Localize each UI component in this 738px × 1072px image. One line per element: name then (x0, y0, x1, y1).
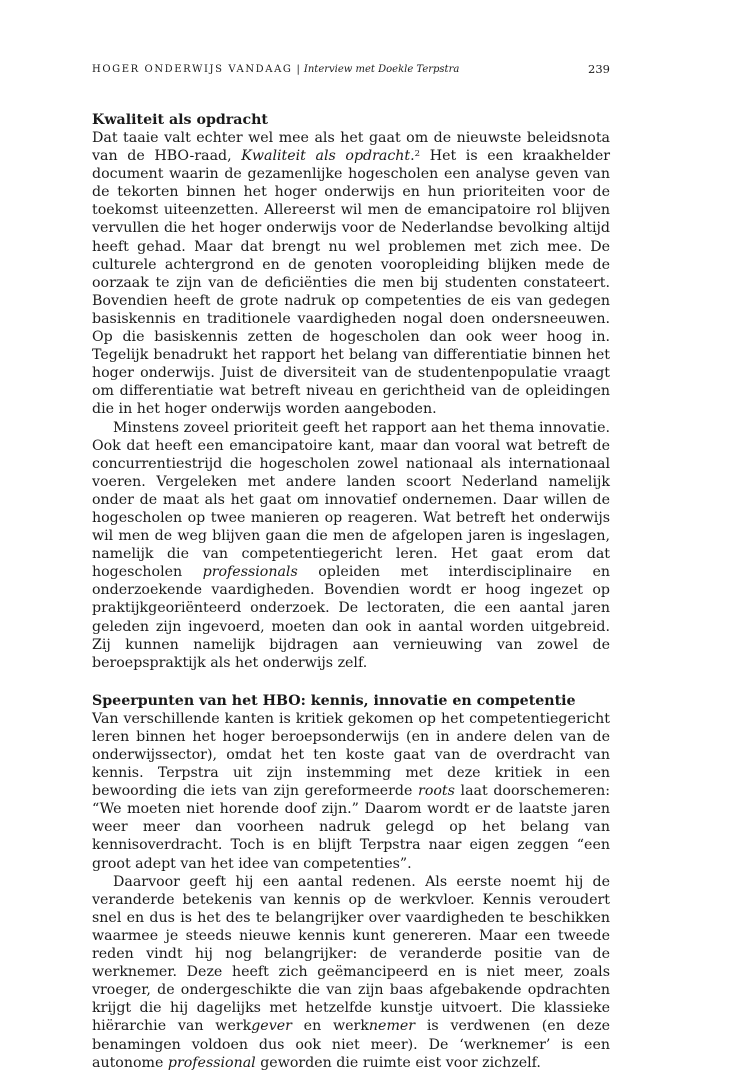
text-run: laat doorschemeren: “We moeten niet horende doof zijn.” Daarom wordt er de laatste jaren weer meer dan voorheen nadruk gelegd op het belang van kennisoverdracht. Toch is en blijft Terpstra naar eigen zeggen “een groot adept van het idee van competenties”. (92, 783, 611, 872)
text-run: en werk (291, 1018, 369, 1035)
paragraph (92, 129, 610, 419)
italic-text: Kwaliteit als opdracht (241, 148, 411, 165)
italic-text: roots (418, 783, 455, 800)
book-title: HOGER ONDERWIJS VANDAAG (92, 64, 293, 75)
running-title (92, 64, 459, 75)
paragraph (92, 873, 610, 1072)
text-run: Dat taaie valt echter wel mee als het gaat om de nieuwste beleidsnota van de HBO-raad, (92, 130, 610, 165)
italic-text: nemer (368, 1018, 416, 1035)
italic-text: professional (167, 1054, 256, 1071)
section-heading: Speerpunten van het HBO: kennis, innovatie en competentie (92, 692, 576, 709)
section-heading: Kwaliteit als opdracht (92, 112, 268, 128)
text-run: Minstens zoveel prioriteit geeft het rapport aan het thema innovatie. Ook dat heeft een emancipatoire kant, maar dan vooral wat betreft de concurrentiestrijd die hogescholen zowel nationaal als internationaal voeren. Vergeleken met andere landen scoort Nederland namelijk onder de maat als het gaat om innovatief ondernemen. Daar willen de hogescholen op twee manieren op reageren. Wat betreft het onderwijs wil men de weg blijven gaan die men de afgelopen jaren is ingeslagen, namelijk die van competentiegericht leren. Het gaat erom dat hogescholen (92, 419, 610, 581)
page-body (92, 112, 610, 1072)
text-run: Van verschillende kanten is kritiek gekomen op het competentiegericht leren binnen het hoger beroepsonderwijs (en in andere delen van de onderwijssector), omdat het ten koste gaat van de overdracht van kennis. Terpstra uit zijn instemming met deze kritiek in een bewoording die iets van zijn gereformeerde (92, 710, 610, 800)
text-run: . (410, 148, 415, 165)
text-run: Daarvoor geeft hij een aantal redenen. Als eerste noemt hij de veranderde betekenis van kennis op de werkvloer. Kennis veroudert snel en dus is het des te belangrijker over vaardigheden te beschikken waarmee je steeds nieuwe kennis kunt genereren. Maar een tweede reden vindt hij nog belangrijker: de veranderde positie van de werknemer. Deze heeft zich geëmancipeerd en is niet meer, zoals vroeger, de ondergeschikte die van zijn baas afgebakende opdrachten krijgt die hij dagelijks met hetzelfde kunstje uitvoert. Die klassieke hiërarchie van werk (92, 873, 610, 1035)
italic-text: professionals (202, 564, 298, 581)
footnote-marker: 2 (414, 149, 421, 160)
text-run: is verdwenen (en deze benamingen voldoen dus ook niet meer). De ‘werknemer’ is een autonome (92, 1018, 610, 1071)
header-separator: | (296, 64, 300, 75)
running-header (92, 62, 610, 80)
text-run: Het is een kraakhelder document waarin de gezamenlijke hogescholen een analyse geven van de tekorten binnen het hoger onderwijs en hun prioriteiten voor de toekomst uiteenzetten. Allereerst wil men de emancipatoire rol blijven vervullen die het hoger onderwijs voor de Nederlandse bevolking altijd heeft gehad. Maar dat brengt nu wel problemen met zich mee. De culturele achtergrond en de genoten vooropleiding blijken mede de oorzaak te zijn van de deficiënties die men bij studenten constateert. Bovendien heeft de grote nadruk op competenties de eis van gedegen basiskennis en traditionele vaardigheden nogal doen ondersneeuwen. Op die basiskennis zetten de hogescholen dan ook weer hoog in. Tegelijk benadrukt het rapport het belang van differentiatie binnen het hoger onderwijs. Juist de diversiteit van de studentenpopulatie vraagt om differentiatie wat betreft niveau en gerichtheid van de opleidingen die in het hoger onderwijs worden aangeboden. (92, 148, 611, 418)
paragraph (92, 419, 610, 672)
paragraph (92, 710, 610, 873)
chapter-title: Interview met Doekle Terpstra (303, 64, 460, 75)
text-run: opleiden met interdisciplinaire en onderzoekende vaardigheden. Bovendien wordt er hoog ingezet op praktijkgeoriënteerd onderzoek. De lectoraten, die een aantal jaren geleden zijn ingevoerd, moeten dan ook in aantal worden uitgebreid. Zij kunnen namelijk bijdragen aan vernieuwing van zowel de beroepspraktijk als het onderwijs zelf. (92, 564, 610, 671)
page-number: 239 (588, 62, 610, 76)
text-run: geworden die ruimte eist voor zichzelf. (255, 1054, 541, 1071)
section-speerpunten (92, 693, 610, 1072)
section-kwaliteit (92, 112, 610, 672)
italic-text: gever (251, 1018, 292, 1035)
